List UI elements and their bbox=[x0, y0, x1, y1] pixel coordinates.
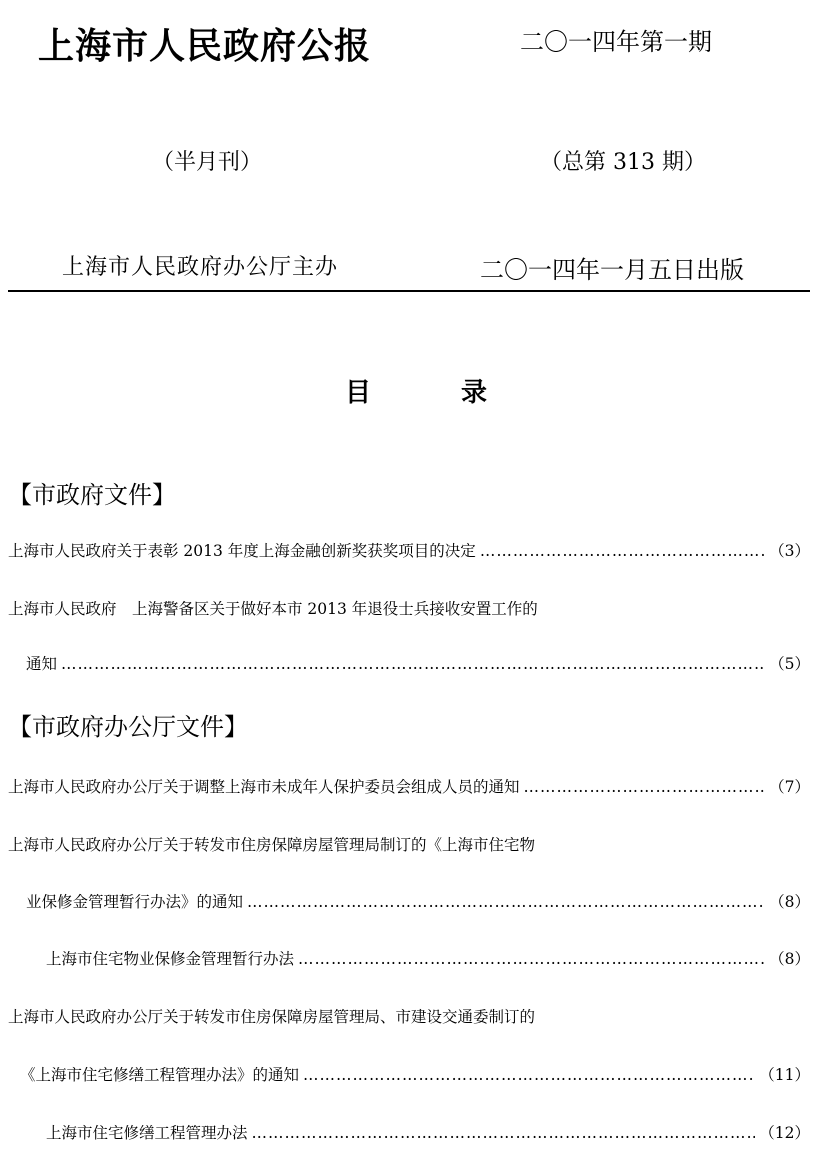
leader-dots bbox=[298, 950, 765, 968]
header-divider bbox=[8, 290, 810, 292]
toc-entry-title-line1[interactable]: 上海市人民政府 上海警备区关于做好本市 2013 年退役士兵接收安置工作的 bbox=[8, 600, 538, 618]
toc-entry-page: （11） bbox=[759, 1066, 810, 1084]
toc-title-right: 录 bbox=[461, 378, 488, 408]
toc-entry[interactable] bbox=[46, 947, 810, 971]
leader-dots bbox=[252, 1124, 756, 1142]
total-issue-number: （总第 313 期） bbox=[540, 150, 706, 175]
section-heading-city-government: 【市政府文件】 bbox=[8, 481, 176, 509]
toc-entry-title-line2: 业保修金管理暂行办法》的通知 bbox=[26, 893, 244, 911]
toc-entry-title: 上海市住宅修缮工程管理办法 bbox=[46, 1124, 248, 1142]
leader-dots bbox=[61, 655, 765, 673]
section-heading-general-office: 【市政府办公厅文件】 bbox=[8, 713, 248, 741]
toc-entry-title: 上海市住宅物业保修金管理暂行办法 bbox=[46, 950, 295, 968]
toc-entry-page: （8） bbox=[769, 893, 810, 911]
publication-frequency: （半月刊） bbox=[152, 150, 263, 175]
toc-entry-title-line2: 《上海市住宅修缮工程管理办法》的通知 bbox=[20, 1066, 300, 1084]
toc-entry[interactable] bbox=[46, 1121, 810, 1145]
toc-entry-title: 上海市人民政府关于表彰 2013 年度上海金融创新奖获奖项目的决定 bbox=[8, 542, 476, 560]
leader-dots bbox=[480, 542, 765, 560]
sponsor-line: 上海市人民政府办公厅主办 bbox=[62, 255, 339, 280]
leader-dots bbox=[524, 778, 766, 796]
toc-entry-page: （7） bbox=[769, 778, 810, 796]
toc-entry[interactable] bbox=[26, 652, 810, 676]
leader-dots bbox=[247, 893, 765, 911]
toc-title bbox=[345, 372, 487, 409]
toc-entry-page: （12） bbox=[759, 1124, 810, 1142]
toc-entry[interactable] bbox=[26, 890, 810, 914]
toc-entry-title-line1[interactable]: 上海市人民政府办公厅关于转发市住房保障房屋管理局、市建设交通委制订的 bbox=[8, 1008, 536, 1026]
toc-entry-title-line1[interactable]: 上海市人民政府办公厅关于转发市住房保障房屋管理局制订的《上海市住宅物 bbox=[8, 836, 536, 854]
masthead-title: 上海市人民政府公报 bbox=[38, 25, 372, 67]
toc-entry[interactable] bbox=[8, 539, 810, 563]
toc-entry-page: （8） bbox=[769, 950, 810, 968]
leader-dots bbox=[303, 1066, 755, 1084]
toc-entry[interactable] bbox=[20, 1063, 810, 1087]
issue-number: 二〇一四年第一期 bbox=[520, 28, 712, 56]
toc-entry[interactable] bbox=[8, 775, 810, 799]
toc-entry-page: （5） bbox=[769, 655, 810, 673]
toc-entry-title-line2: 通知 bbox=[26, 655, 58, 673]
toc-title-left: 目 bbox=[345, 378, 372, 408]
toc-entry-title: 上海市人民政府办公厅关于调整上海市未成年人保护委员会组成人员的通知 bbox=[8, 778, 520, 796]
publish-date: 二〇一四年一月五日出版 bbox=[480, 256, 744, 284]
toc-entry-page: （3） bbox=[769, 542, 810, 560]
